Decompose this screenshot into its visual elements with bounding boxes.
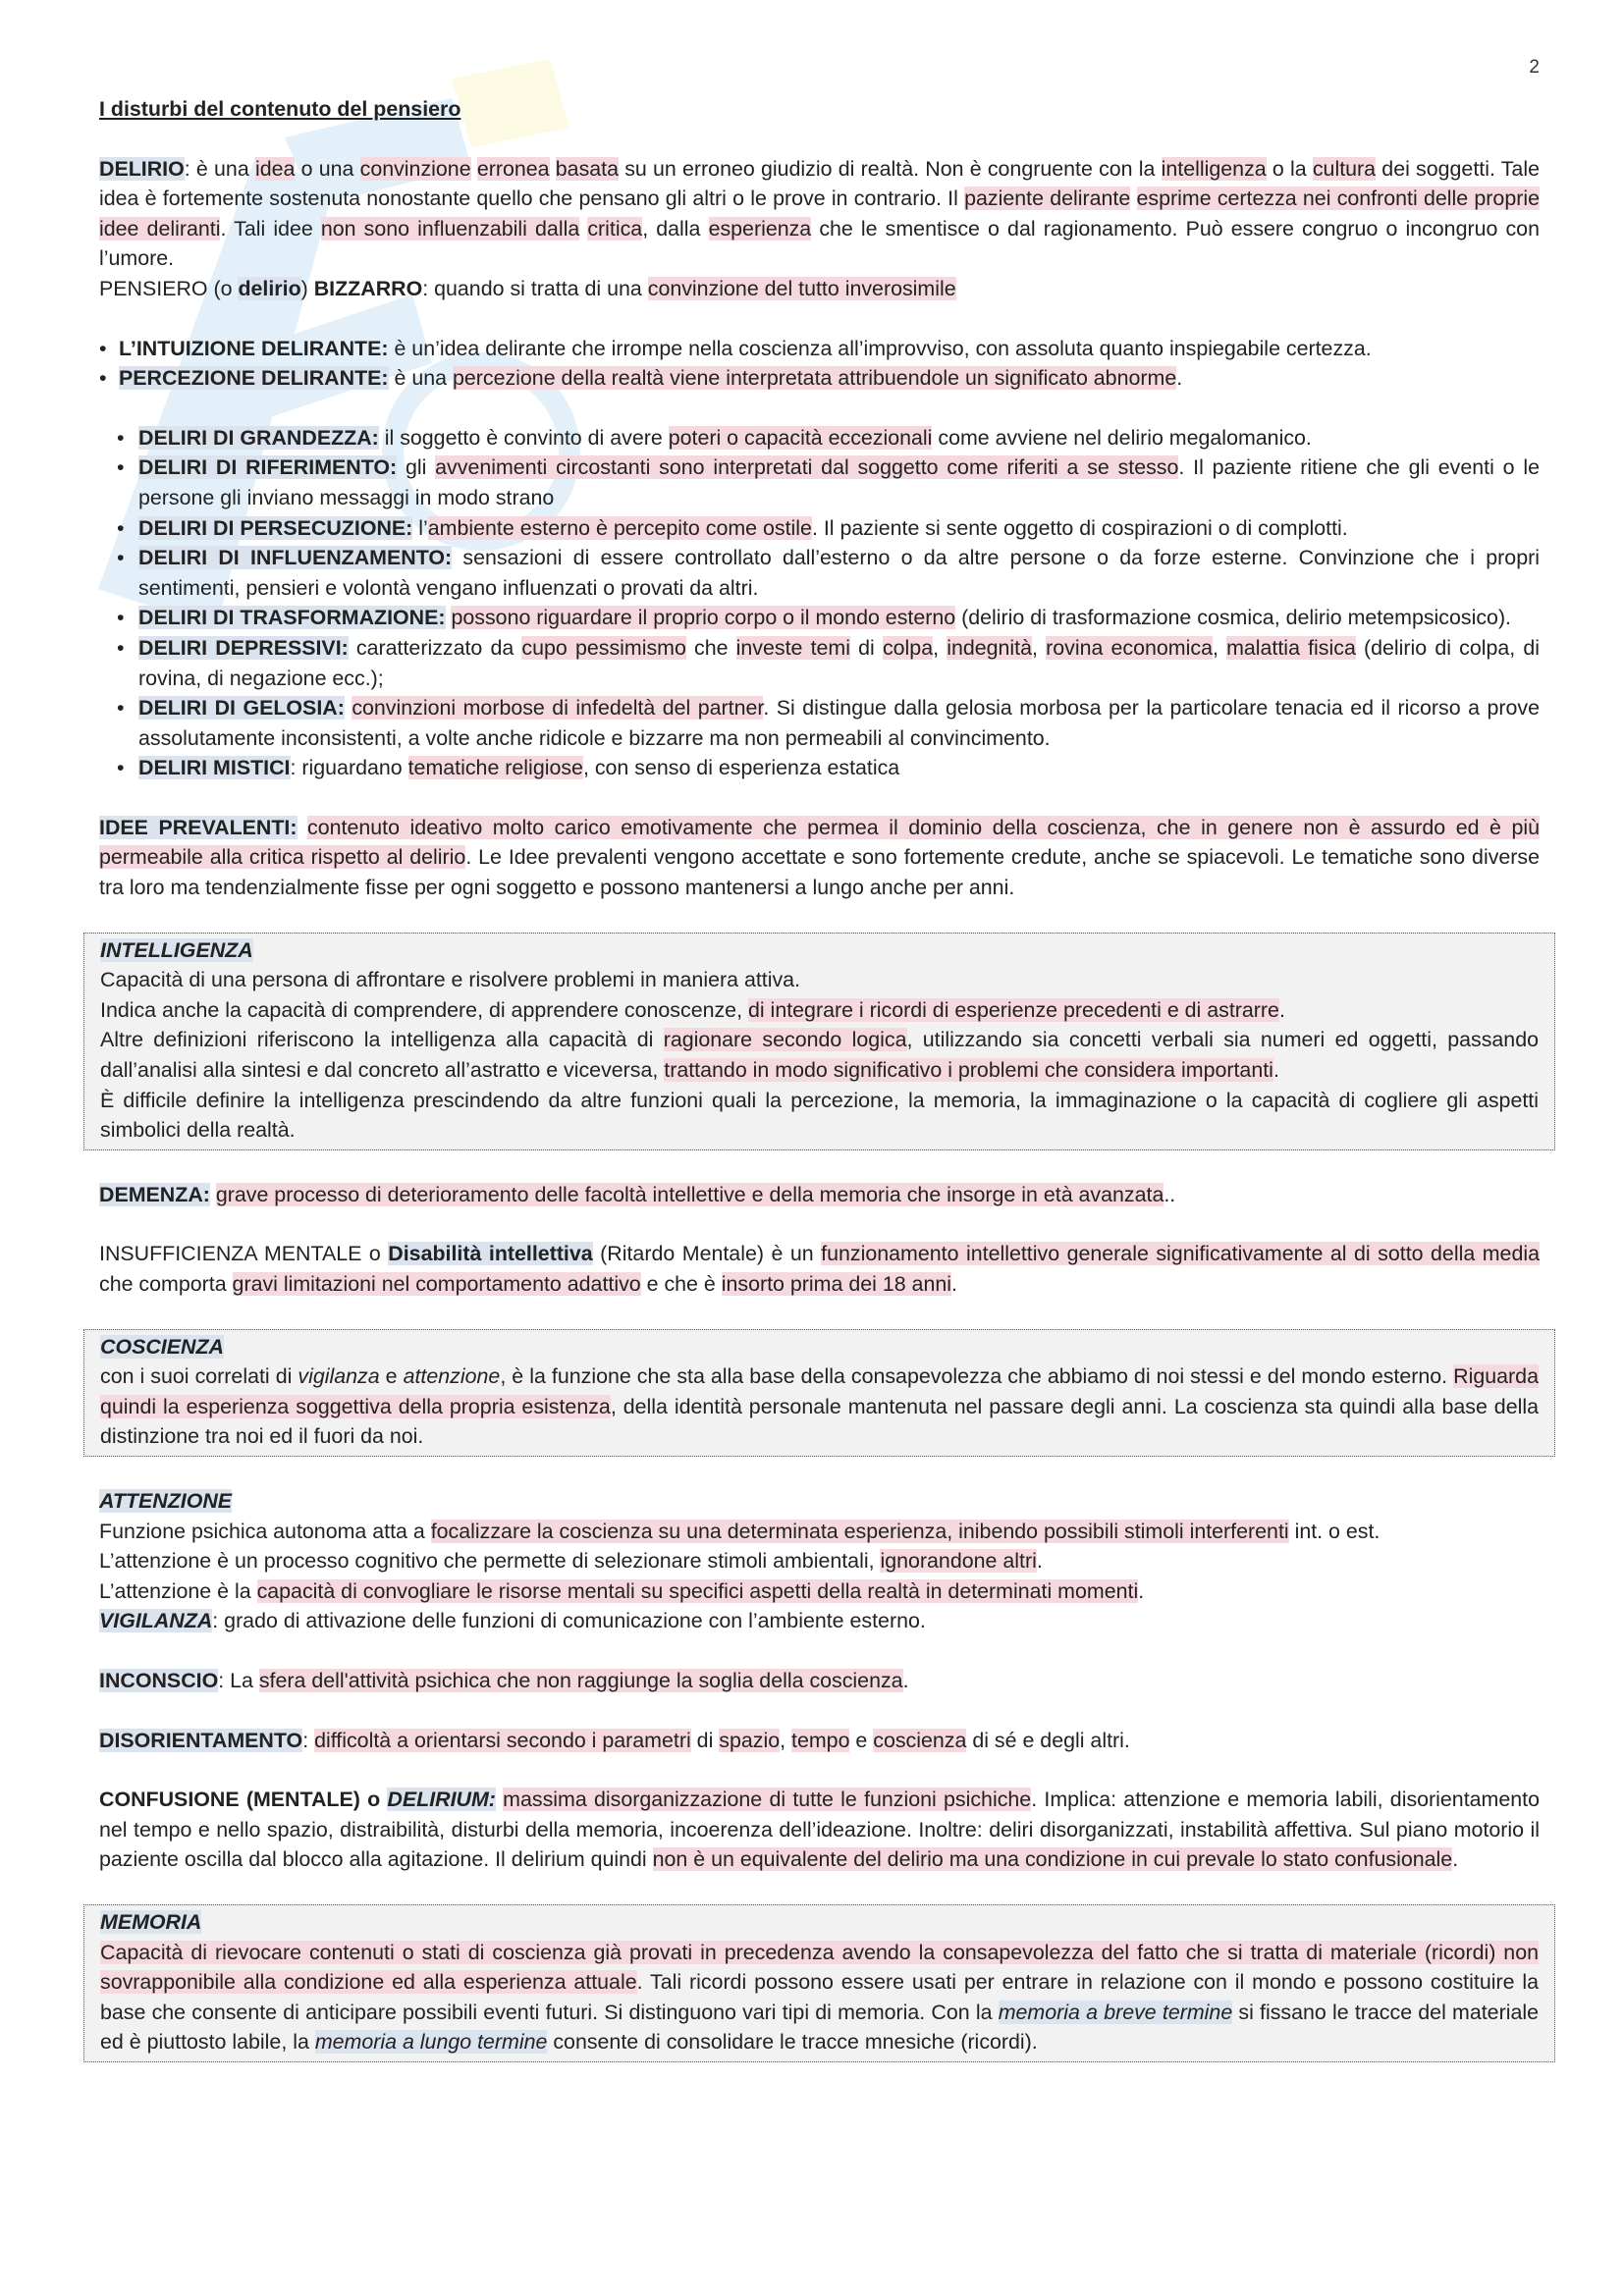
demenza-paragraph: DEMENZA: grave processo di deterioramento delle facoltà intellettive e della memoria che insorge in età avanzata.. — [99, 1182, 1176, 1206]
list-item: • DELIRI DI TRASFORMAZIONE: possono riguardare il proprio corpo o il mondo esterno (delirio di trasformazione cosmica, delirio metempsicosico). — [99, 603, 1540, 633]
box-title: COSCIENZA — [100, 1334, 224, 1359]
coscienza-box: COSCIENZA con i suoi correlati di vigilanza e attenzione, è la funzione che sta alla base della consapevolezza che abbiamo di noi stessi e del mondo esterno. Riguarda quindi la esperienza soggettiva della propria esistenza, della identità personale mantenuta nel passare degli anni. La coscienza sta quindi alla base della distinzione tra noi ed il fuori da noi. — [83, 1329, 1555, 1457]
inconscio-paragraph: INCONSCIO: La sfera dell'attività psichica che non raggiunge la soglia della coscienza. — [99, 1668, 909, 1692]
list-item: • DELIRI DEPRESSIVI: caratterizzato da cupo pessimismo che investe temi di colpa, indegnità, rovina economica, malattia fisica (delirio di colpa, di rovina, di negazione ecc.); — [99, 633, 1540, 693]
section-title: ATTENZIONE — [99, 1488, 233, 1513]
page-number: 2 — [1529, 57, 1540, 78]
delirio-paragraph: DELIRIO: è una idea o una convinzione erronea basata su un erroneo giudizio di realtà. Non è congruente con la intelligenza o la cultura dei soggetti. Tale idea è fortemente sostenuta nonostante quello che pensano gli altri o le prove in contrario. Il paziente delirante esprime certezza nei confronti delle proprie idee deliranti. Tali idee non sono influenzabili dalla critica, dalla esperienza che le smentisce o dal ragionamento. Può essere congruo o incongruo con l’umore. — [99, 156, 1540, 271]
idee-paragraph: IDEE PREVALENTI: contenuto ideativo molto carico emotivamente che permea il dominio della coscienza, che in genere non è assurdo ed è più permeabile alla critica rispetto al delirio. Le Idee prevalenti vengono accettate e sono fortemente credute, anche se spiacevoli. Le tematiche sono diverse tra loro ma tendenzialmente fisse per ogni soggetto e possono mantenersi a lungo anche per anni. — [99, 815, 1541, 900]
deliri-list — [99, 423, 1540, 783]
list-item: • PERCEZIONE DELIRANTE: è una percezione della realtà viene interpretata attribuendole un significato abnorme. — [99, 363, 1540, 394]
list-item: • L’INTUIZIONE DELIRANTE: è un’idea delirante che irrompe nella coscienza all’improvviso, con assoluta quanto inspiegabile certezza. — [99, 334, 1540, 364]
page-content — [99, 94, 1540, 2062]
delirio-term: DELIRIO — [99, 156, 185, 181]
disorientamento-paragraph: DISORIENTAMENTO: difficoltà a orientarsi secondo i parametri di spazio, tempo e coscienza di sé e degli altri. — [99, 1728, 1130, 1752]
insufficienza-paragraph: INSUFFICIENZA MENTALE o Disabilità intellettiva (Ritardo Mentale) è un funzionamento intellettivo generale significativamente al di sotto della media che comporta gravi limitazioni nel comportamento adattivo e che è insorto prima dei 18 anni. — [99, 1242, 1540, 1296]
list-item: • DELIRI DI GELOSIA: convinzioni morbose di infedeltà del partner. Si distingue dalla gelosia morbosa per la particolare tenacia ed il ricorso a prove assolutamente inconsistenti, a volte anche ridicole e bizzarre ma non permeabili al convincimento. — [99, 693, 1540, 753]
box-title: MEMORIA — [100, 1909, 202, 1934]
list-item: • DELIRI MISTICI: riguardano tematiche religiose, con senso di esperienza estatica — [99, 753, 1540, 783]
attenzione-section: ATTENZIONE Funzione psichica autonoma atta a focalizzare la coscienza su una determinata esperienza, inibendo possibili stimoli interferenti int. o est. L’attenzione è un processo cognitivo che permette di selezionare stimoli ambientali, ignorandone altri. L’attenzione è la capacità di convogliare le risorse mentali su specifici aspetti della realtà in determinati momenti. VIGILANZA: grado di attivazione delle funzioni di comunicazione con l’ambiente esterno. — [99, 1488, 1380, 1633]
page-title: I disturbi del contenuto del pensiero — [99, 97, 461, 121]
list-item: • DELIRI DI INFLUENZAMENTO: sensazioni di essere controllato dall’esterno o da altre persone o da forze esterne. Convinzione che i propri sentimenti, pensieri e volontà vengano influenzati o provati da altri. — [99, 543, 1540, 603]
list-item: • DELIRI DI GRANDEZZA: il soggetto è convinto di avere poteri o capacità eccezionali come avviene nel delirio megalomanico. — [99, 423, 1540, 454]
list-item: • DELIRI DI PERSECUZIONE: l’ambiente esterno è percepito come ostile. Il paziente si sente oggetto di cospirazioni o di complotti. — [99, 513, 1540, 544]
box-title: INTELLIGENZA — [100, 937, 253, 962]
intelligenza-box: INTELLIGENZA Capacità di una persona di affrontare e risolvere problemi in maniera attiva. Indica anche la capacità di comprendere, di apprendere conoscenze, di integrare i ricordi di esperienze precedenti e di astrarre. Altre definizioni riferiscono la intelligenza alla capacità di ragionare secondo logica, utilizzando sia concetti verbali sia numeri ed oggetti, passando dall’analisi alla sintesi e dal concreto all’astratto e viceversa, trattando in modo significativo i problemi che considera importanti. È difficile definire la intelligenza prescindendo da altre funzioni quali la percezione, la memoria, la immaginazione o la capacità di cogliere gli aspetti simbolici della realtà. — [83, 933, 1555, 1150]
intuizioni-list — [99, 334, 1540, 394]
list-item: • DELIRI DI RIFERIMENTO: gli avvenimenti circostanti sono interpretati dal soggetto come riferiti a se stesso. Il paziente ritiene che gli eventi o le persone gli inviano messaggi in modo strano — [99, 453, 1540, 512]
confusione-paragraph: CONFUSIONE (MENTALE) o DELIRIUM: massima disorganizzazione di tutte le funzioni psichiche. Implica: attenzione e memoria labili, disorientamento nel tempo e nello spazio, distraibilità, disturbi della memoria, incoerenza dell’ideazione. Inoltre: deliri disorganizzati, instabilità affettiva. Sul piano motorio il paziente oscilla dal blocco alla agitazione. Il delirium quindi non è un equivalente del delirio ma una condizione in cui prevale lo stato confusionale. — [99, 1788, 1540, 1872]
memoria-box: MEMORIA Capacità di rievocare contenuti o stati di coscienza già provati in precedenza avendo la consapevolezza del fatto che si tratta di materiale (ricordi) non sovrapponibile alla condizione ed alla esperienza attuale. Tali ricordi possono essere usati per entrare in relazione con il mondo e possono costituire la base che consente di anticipare possibili eventi futuri. Si distinguono vari tipi di memoria. Con la memoria a breve termine si fissano le tracce del materiale ed è piuttosto labile, la memoria a lungo termine consente di consolidare le tracce mnesiche (ricordi). — [83, 1904, 1555, 2062]
bizzarro-paragraph: PENSIERO (o delirio) BIZZARRO: quando si tratta di una convinzione del tutto inverosimile — [99, 276, 956, 300]
